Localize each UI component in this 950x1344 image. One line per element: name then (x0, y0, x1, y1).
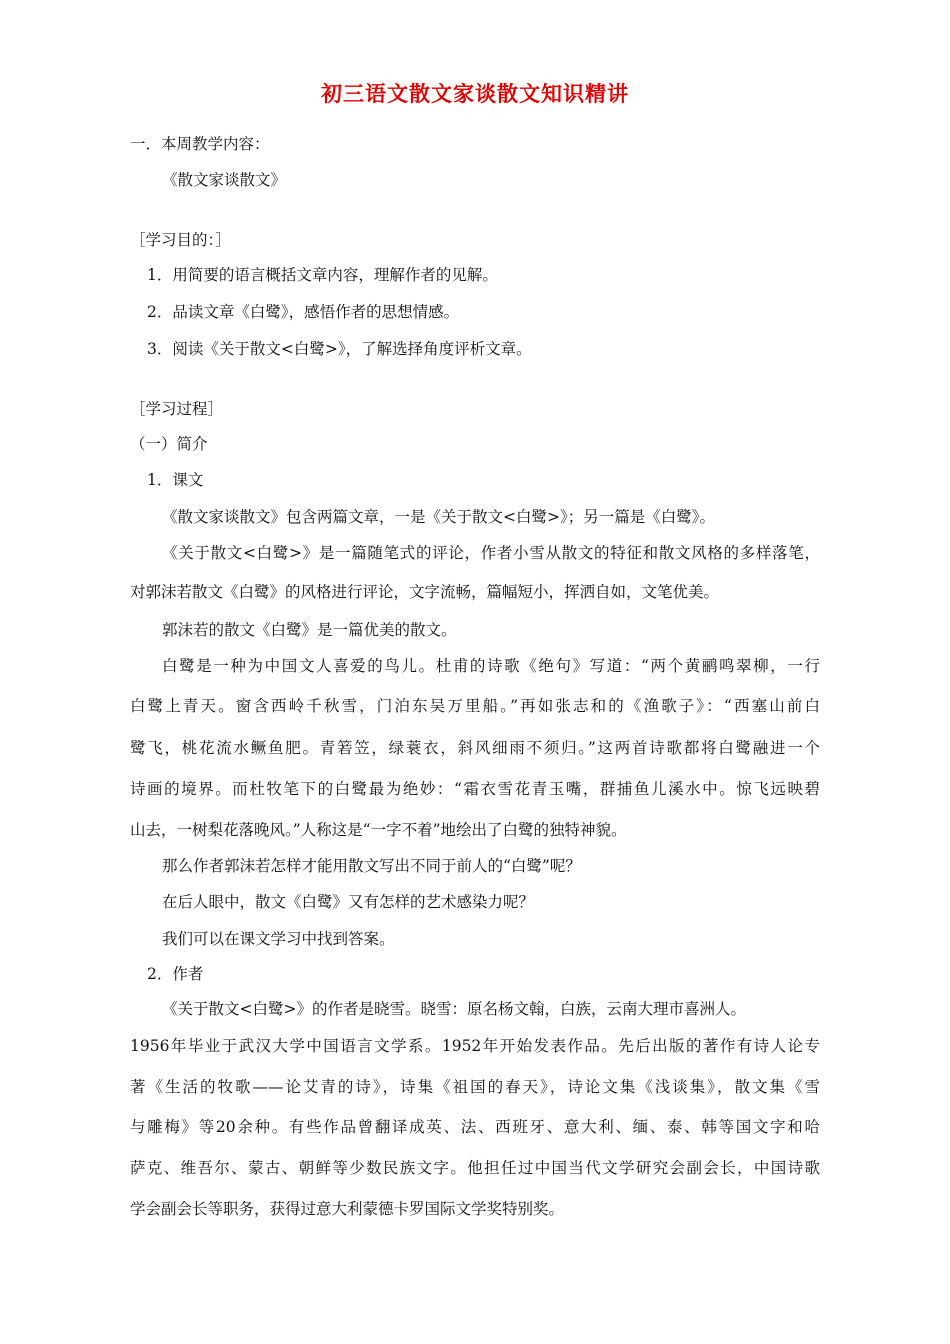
objective-item: 1．用简要的语言概括文章内容，理解作者的见解。 (147, 266, 498, 284)
section-content: 《散文家谈散文》 (162, 171, 287, 189)
process-heading: ［学习过程］ (130, 400, 224, 418)
subsection-heading: （一）简介 (130, 435, 208, 453)
document-title: 初三语文散文家谈散文知识精讲 (321, 81, 629, 106)
paragraph-line: 1956年毕业于武汉大学中国语言文学系。1952年开始发表作品。先后出版的著作有诗人论专 (130, 1037, 820, 1055)
paragraph-line: 白鹭是一种为中国文人喜爱的鸟儿。杜甫的诗歌《绝句》写道：“两个黄鹂鸣翠柳，一行 (162, 657, 820, 675)
item-heading: 2．作者 (147, 965, 204, 983)
paragraph-line: 萨克、维吾尔、蒙古、朝鲜等少数民族文字。他担任过中国当代文学研究会副会长，中国诗歌 (130, 1159, 820, 1177)
paragraph: 《散文家谈散文》包含两篇文章，一是《关于散文<白鹭>》；另一篇是《白鹭》。 (162, 508, 715, 526)
objective-item: 2．品读文章《白鹭》，感悟作者的思想情感。 (147, 303, 460, 321)
paragraph: 郭沫若的散文《白鹭》是一篇优美的散文。 (162, 621, 457, 639)
item-heading: 1．课文 (147, 471, 204, 489)
paragraph-line: 对郭沫若散文《白鹭》的风格进行评论，文字流畅，篇幅短小，挥洒自如，文笔优美。 (130, 583, 720, 601)
paragraph-line: 与雕梅》等20余种。有些作品曾翻译成英、法、西班牙、意大利、缅、泰、韩等国文字和哈 (130, 1118, 820, 1136)
objectives-heading: ［学习目的：］ (130, 231, 231, 249)
paragraph-line: 学会副会长等职务，获得过意大利蒙德卡罗国际文学奖特别奖。 (130, 1200, 565, 1218)
paragraph: 那么作者郭沫若怎样才能用散文写出不同于前人的“白鹭”呢？ (162, 857, 581, 875)
paragraph: 在后人眼中，散文《白鹭》又有怎样的艺术感染力呢？ (162, 893, 535, 911)
paragraph-line: 鹭飞，桃花流水鳜鱼肥。青箬笠，绿蓑衣，斜风细雨不须归。”这两首诗歌都将白鹭融进一个 (130, 739, 820, 757)
paragraph-line: 白鹭上青天。窗含西岭千秋雪，门泊东吴万里船。”再如张志和的《渔歌子》：“西塞山前白 (130, 697, 820, 715)
paragraph-line: 著《生活的牧歌——论艾青的诗》，诗集《祖国的春天》，诗论文集《浅谈集》，散文集《雪 (130, 1078, 820, 1096)
paragraph-line: 诗画的境界。而杜牧笔下的白鹭最为绝妙：“霜衣雪花青玉嘴，群捕鱼儿溪水中。惊飞远映碧 (130, 780, 820, 798)
paragraph-line: 《关于散文<白鹭>》的作者是晓雪。晓雪：原名杨文翰，白族，云南大理市喜洲人。 (162, 1000, 746, 1018)
objective-item: 3．阅读《关于散文<白鹭>》，了解选择角度评析文章。 (147, 340, 532, 358)
paragraph-line: 《关于散文<白鹭>》是一篇随笔式的评论，作者小雪从散文的特征和散文风格的多样落笔， (162, 544, 820, 562)
paragraph: 我们可以在课文学习中找到答案。 (162, 930, 395, 948)
section-heading: 一．本周教学内容： (130, 135, 270, 153)
paragraph-line: 山去，一树梨花落晚风。”人称这是“一字不着”地绘出了白鹭的独特神貌。 (130, 821, 627, 839)
